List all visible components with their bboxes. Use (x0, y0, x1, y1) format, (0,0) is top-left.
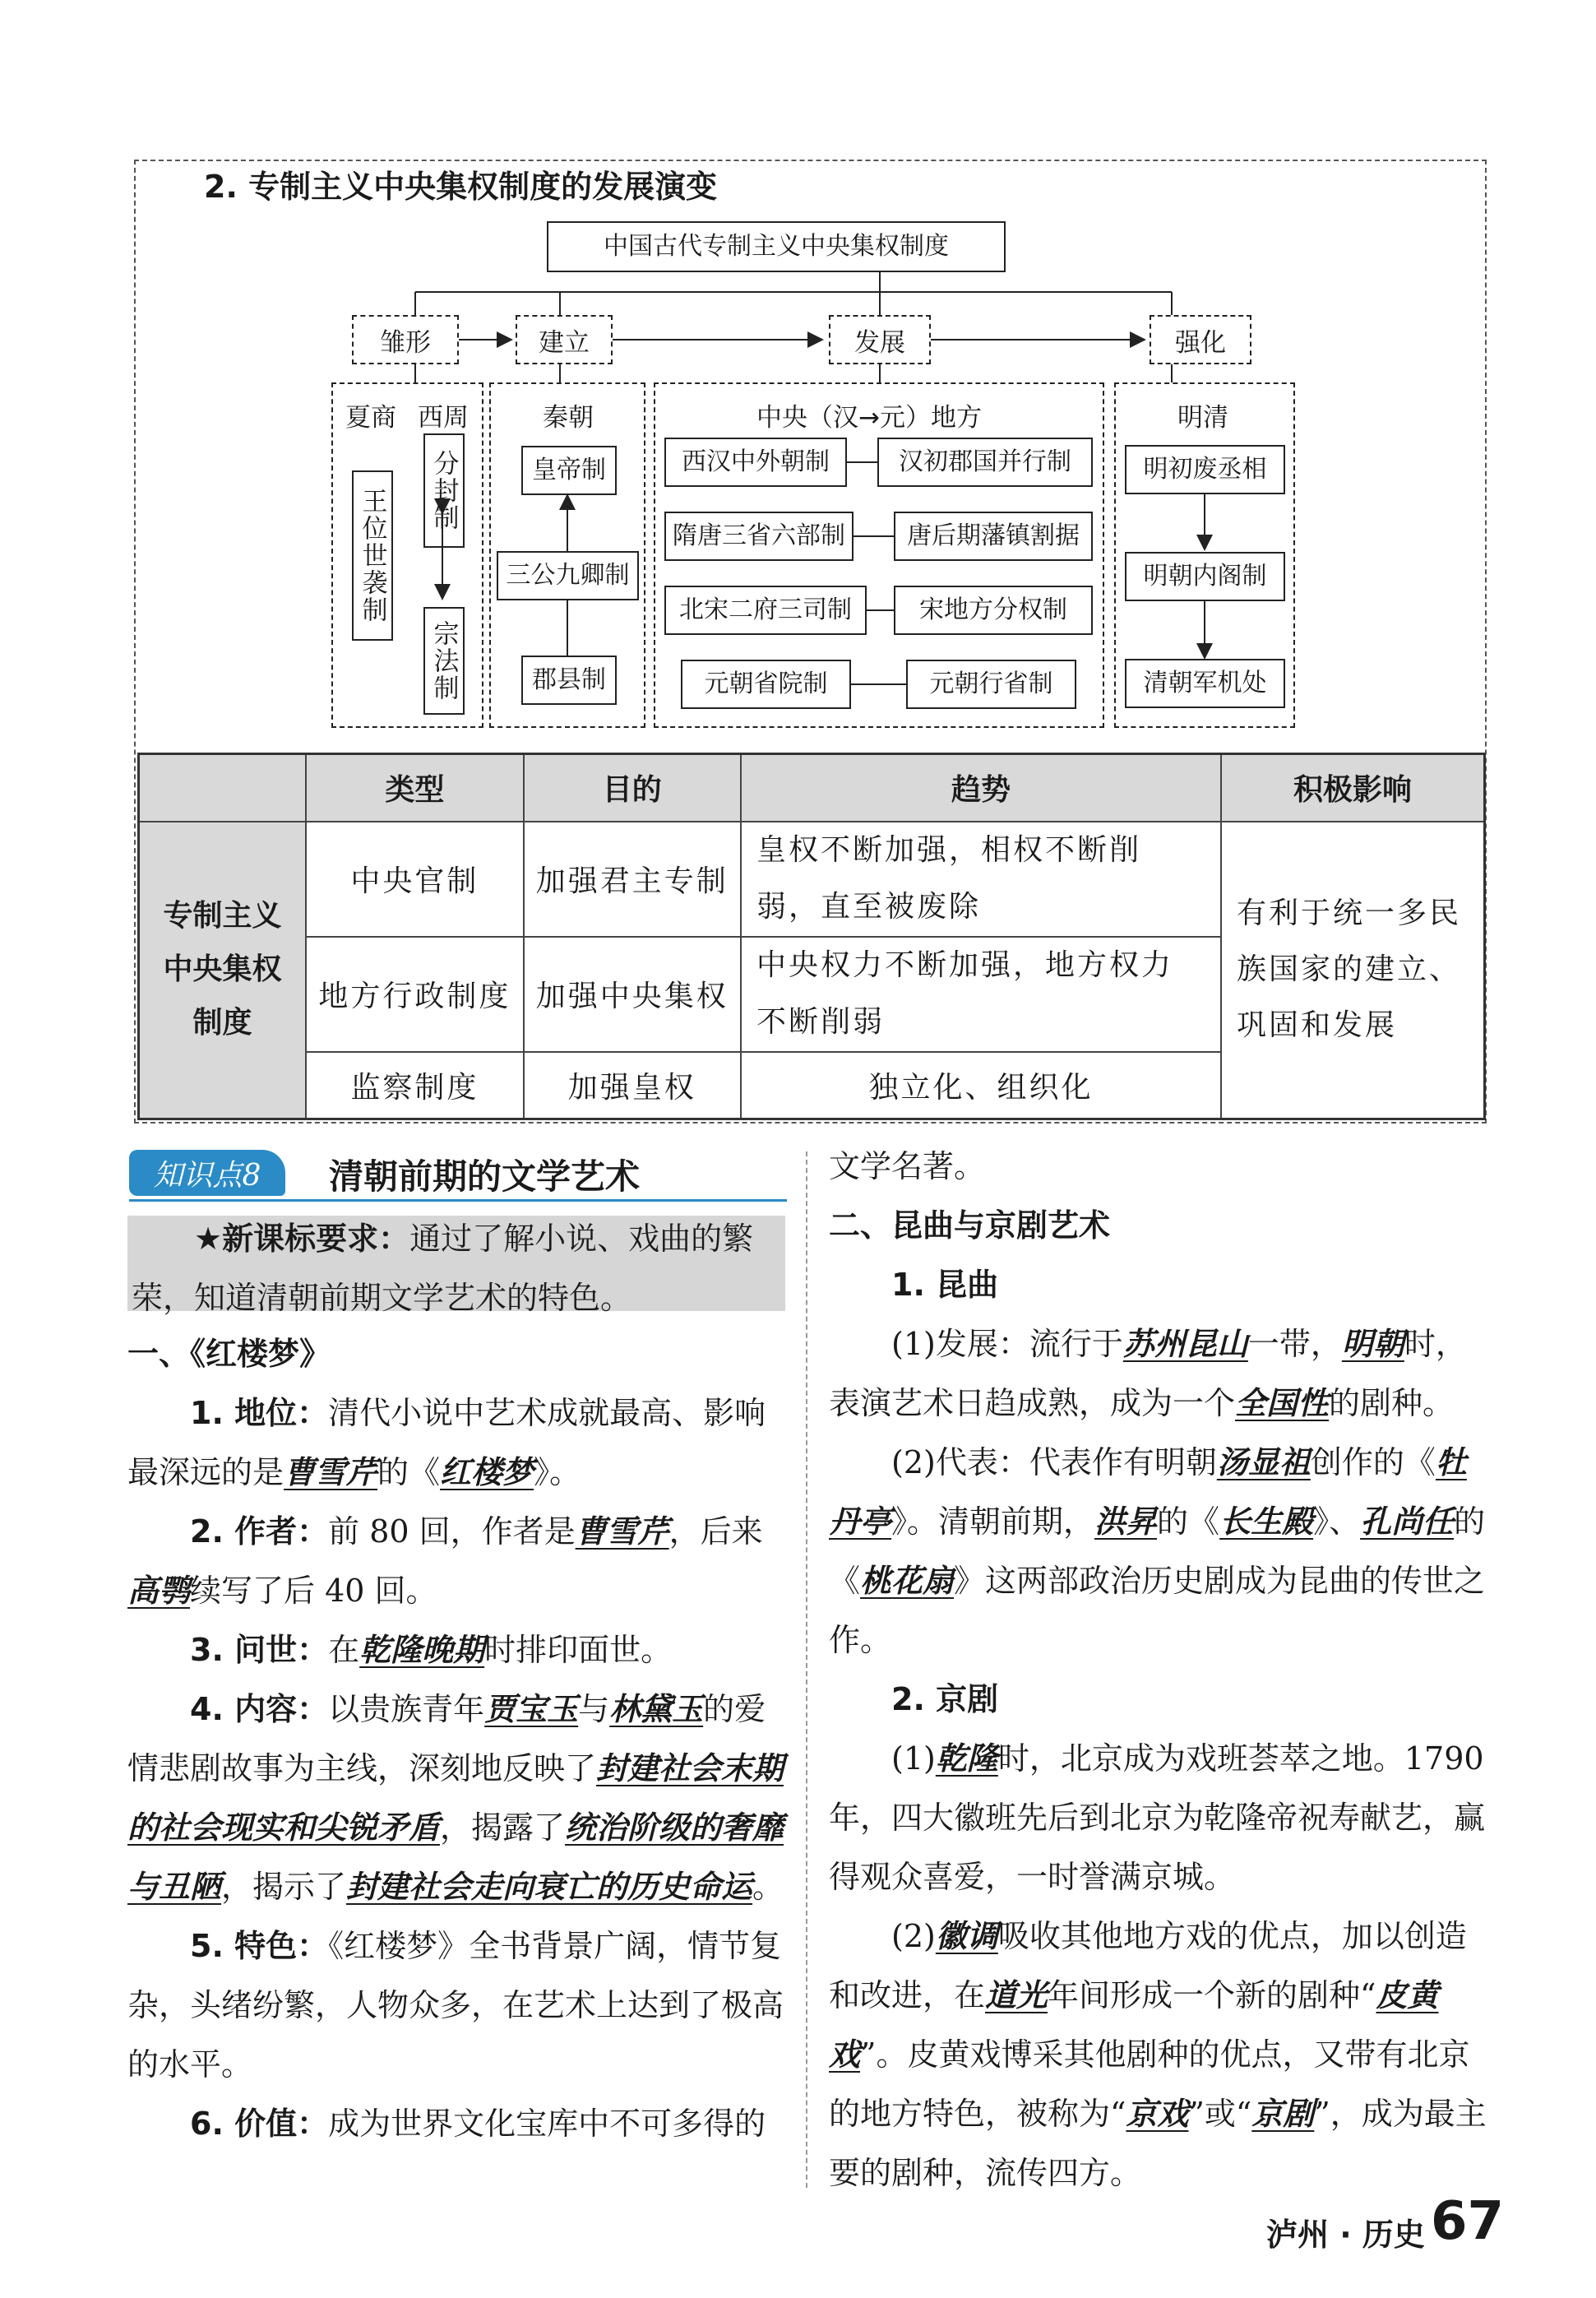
patriarchal-box: 宗法制 (423, 607, 465, 715)
subheading-kunqu: 1. 昆曲 (891, 1267, 999, 1303)
cell-type: 地方行政制度 (306, 937, 523, 1052)
label-xia-shang: 夏商 (345, 403, 396, 433)
sui-tang-box: 隋唐三省六部制 (664, 512, 854, 561)
para-author: 2. 作者：前 80 回，作者是曹雪芹，后来高鹗续写了后 40 回。 (127, 1513, 763, 1609)
header-type: 类型 (306, 754, 523, 822)
knowledge-badge: 知识点8 (129, 1150, 285, 1196)
requirement-text (132, 1209, 785, 1327)
row-header-line: 中央集权 (163, 952, 282, 986)
cell-aim: 加强君主专制 (524, 822, 741, 937)
hereditary-throne-box: 王位世袭制 (352, 470, 393, 641)
continuation-text: 文学名著。 (829, 1148, 986, 1184)
page-number: 67 (1431, 2191, 1505, 2252)
header-aim: 目的 (524, 754, 741, 822)
cell-impact: 有利于统一多民族国家的建立、巩固和发展 (1221, 822, 1485, 1119)
row-header (139, 822, 307, 1119)
label-western-zhou: 西周 (418, 403, 469, 433)
cell-type: 中央官制 (306, 822, 523, 937)
three-lords-box: 三公九卿制 (497, 551, 639, 600)
para-publication: 3. 问世：在乾隆晚期时排印面世。 (190, 1631, 673, 1668)
cell-trend: 独立化、组织化 (741, 1052, 1221, 1119)
cell-type: 监察制度 (306, 1052, 523, 1119)
emperor-system-box: 皇帝制 (521, 446, 617, 495)
song-local-box: 宋地方分权制 (894, 586, 1093, 635)
knowledge-underline (129, 1199, 787, 1202)
row-header-line: 专制主义 (163, 899, 282, 934)
system-table (137, 753, 1486, 1120)
requirement-label: ★新课标要求： (194, 1221, 410, 1257)
abolish-chancellor-box: 明初废丞相 (1125, 445, 1285, 494)
para-status: 1. 地位：清代小说中艺术成就最高、影响最深远的是曹雪芹的《红楼梦》。 (127, 1395, 766, 1490)
label-ming-qing: 明清 (1177, 403, 1228, 433)
cell-trend: 皇权不断加强，相权不断削弱，直至被废除 (741, 822, 1221, 937)
header-impact: 积极影响 (1221, 754, 1485, 822)
label-qin: 秦朝 (543, 403, 594, 433)
left-column (127, 1324, 785, 2153)
para-kunqu-works: (2)代表：代表作有明朝汤显祖创作的《牡丹亭》。清朝前期，洪昇的《长生殿》、孔尚任的《桃花扇》这两部政治历史剧成为昆曲的传世之作。 (829, 1443, 1486, 1658)
para-peking-qianlong: (1)乾隆时，北京成为戏班荟萃之地。1790年，四大徽班先后到北京为乾隆帝祝寿献艺，赢得观众喜爱，一时誉满京城。 (829, 1740, 1486, 1895)
cell-aim: 加强中央集权 (524, 937, 741, 1052)
para-peking-formation: (2)徽调吸收其他地方戏的优点，加以创造和改进，在道光年间形成一个新的剧种“皮黄戏”。皮黄戏博采其他剧种的优点，又带有北京的地方特色，被称为“京戏”或“京剧”，成为最主要的剧种，流传四方。 (829, 1917, 1487, 2191)
para-kunqu-development: (1)发展：流行于苏州昆山一带，明朝时，表演艺术日趋成熟，成为一个全国性的剧种。 (829, 1325, 1467, 1421)
cell-trend: 中央权力不断加强，地方权力不断削弱 (741, 937, 1221, 1052)
tang-fanzhen-box: 唐后期藩镇割据 (894, 512, 1093, 561)
cell-aim: 加强皇权 (524, 1052, 741, 1119)
row-header-line: 制度 (192, 1005, 252, 1040)
para-content: 4. 内容：以贵族青年贾宝玉与林黛玉的爱情悲剧故事为主线，深刻地反映了封建社会末期的社会现实和尖锐矛盾，揭露了统治阶级的奢靡与丑陋，揭示了封建社会走向衰亡的历史命运。 (127, 1690, 784, 1905)
requirement-body: 通过了解小说、戏曲的繁荣，知道清朝前期文学艺术的特色。 (132, 1221, 754, 1316)
yuan-province-box: 元朝行省制 (906, 660, 1076, 709)
prefecture-county-box: 郡县制 (521, 656, 617, 705)
para-value: 6. 价值：成为世界文化宝库中不可多得的 (190, 2106, 766, 2142)
column-separator (806, 1151, 807, 2188)
para-features: 5. 特色：《红楼梦》全书背景广阔，情节复杂，头绪纷繁，人物众多，在艺术上达到了极高的水平。 (127, 1928, 784, 2083)
heading-opera: 二、昆曲与京剧艺术 (829, 1207, 1111, 1244)
song-central-box: 北宋二府三司制 (664, 586, 867, 635)
enfeoffment-box: 分封制 (423, 433, 465, 548)
subheading-peking-opera: 2. 京剧 (891, 1681, 999, 1717)
heading-hongloumeng: 一、《红楼梦》 (127, 1336, 331, 1372)
stage-embryo: 雏形 (352, 315, 459, 364)
grand-council-box: 清朝军机处 (1125, 659, 1285, 708)
han-court-box: 西汉中外朝制 (664, 438, 847, 487)
grand-secretariat-box: 明朝内阁制 (1125, 552, 1285, 601)
header-trend: 趋势 (741, 754, 1221, 822)
yuan-central-box: 元朝省院制 (681, 660, 851, 709)
diagram-root: 中国古代专制主义中央集权制度 (547, 221, 1006, 272)
stage-establish: 建立 (516, 315, 613, 364)
stage-strengthen: 强化 (1150, 315, 1251, 364)
han-commandery-box: 汉初郡国并行制 (877, 438, 1093, 487)
stage-develop: 发展 (829, 315, 931, 364)
section-title: 2. 专制主义中央集权制度的发展演变 (204, 169, 718, 205)
table-corner (139, 754, 307, 822)
knowledge-title: 清朝前期的文学艺术 (329, 1156, 641, 1197)
label-central-local: 中央（汉→元）地方 (756, 403, 982, 433)
right-column (829, 1137, 1487, 2203)
footer-label: 泸州 · 历史 (1266, 2217, 1425, 2253)
